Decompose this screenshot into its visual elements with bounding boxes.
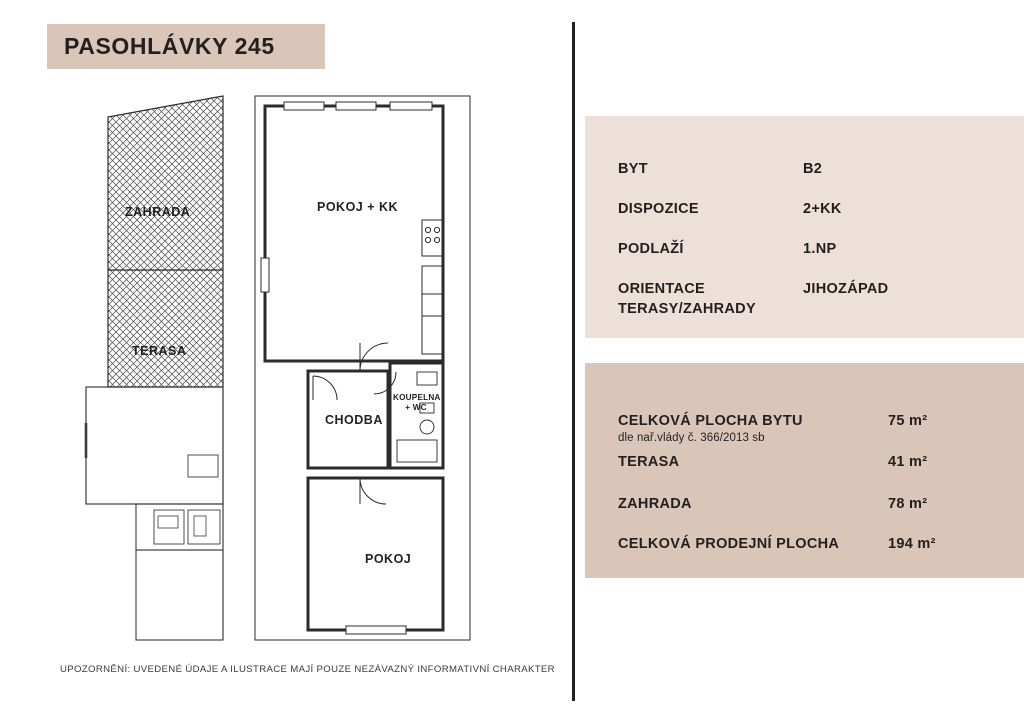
area-value-celkova-plocha: 75 m² [888, 413, 928, 429]
info-value-podlazi: 1.NP [803, 241, 837, 257]
room-label-pokoj-kk: POKOJ + KK [317, 200, 399, 214]
info-label-orientace: ORIENTACE [618, 281, 706, 297]
area-value-terasa: 41 m² [888, 454, 928, 470]
room-label-koupelna-wc: KOUPELNA + WC [393, 393, 441, 412]
area-label-terasa: TERASA [618, 454, 680, 470]
vertical-divider [572, 22, 575, 701]
room-label-chodba: CHODBA [325, 413, 383, 427]
page-title: PASOHLÁVKY 245 [64, 33, 275, 59]
apartment-walls [255, 96, 470, 640]
info-label-byt: BYT [618, 161, 648, 177]
room-label-zahrada: ZAHRADA [125, 205, 191, 219]
info-value-dispozice: 2+KK [803, 201, 842, 217]
area-value-zahrada: 78 m² [888, 496, 928, 512]
area-value-prodejni-plocha: 194 m² [888, 536, 936, 552]
floorplan-drawing [60, 80, 530, 650]
disclaimer-note: UPOZORNĚNÍ: UVEDENÉ ÚDAJE A ILUSTRACE MAJÍ POUZE NEZÁVAZNÝ INFORMATIVNÍ CHARAKTER [60, 664, 555, 675]
area-label-celkova-plocha: CELKOVÁ PLOCHA BYTU [618, 413, 803, 429]
neighbour-unit-outline [86, 387, 223, 640]
info-label-dispozice: DISPOZICE [618, 201, 699, 217]
room-label-pokoj: POKOJ [365, 552, 412, 566]
info-value-byt: B2 [803, 161, 823, 177]
info-label-podlazi: PODLAŽÍ [618, 241, 684, 257]
area-sublabel-norm: dle nař.vlády č. 366/2013 sb [618, 432, 765, 444]
room-label-terasa: TERASA [132, 344, 187, 358]
info-value-orientace: JIHOZÁPAD [803, 281, 889, 297]
area-label-prodejni-plocha: CELKOVÁ PRODEJNÍ PLOCHA [618, 536, 840, 552]
info-label-orientace-2: TERASY/ZAHRADY [618, 301, 756, 317]
floorplan-svg [60, 80, 530, 650]
area-label-zahrada: ZAHRADA [618, 496, 692, 512]
